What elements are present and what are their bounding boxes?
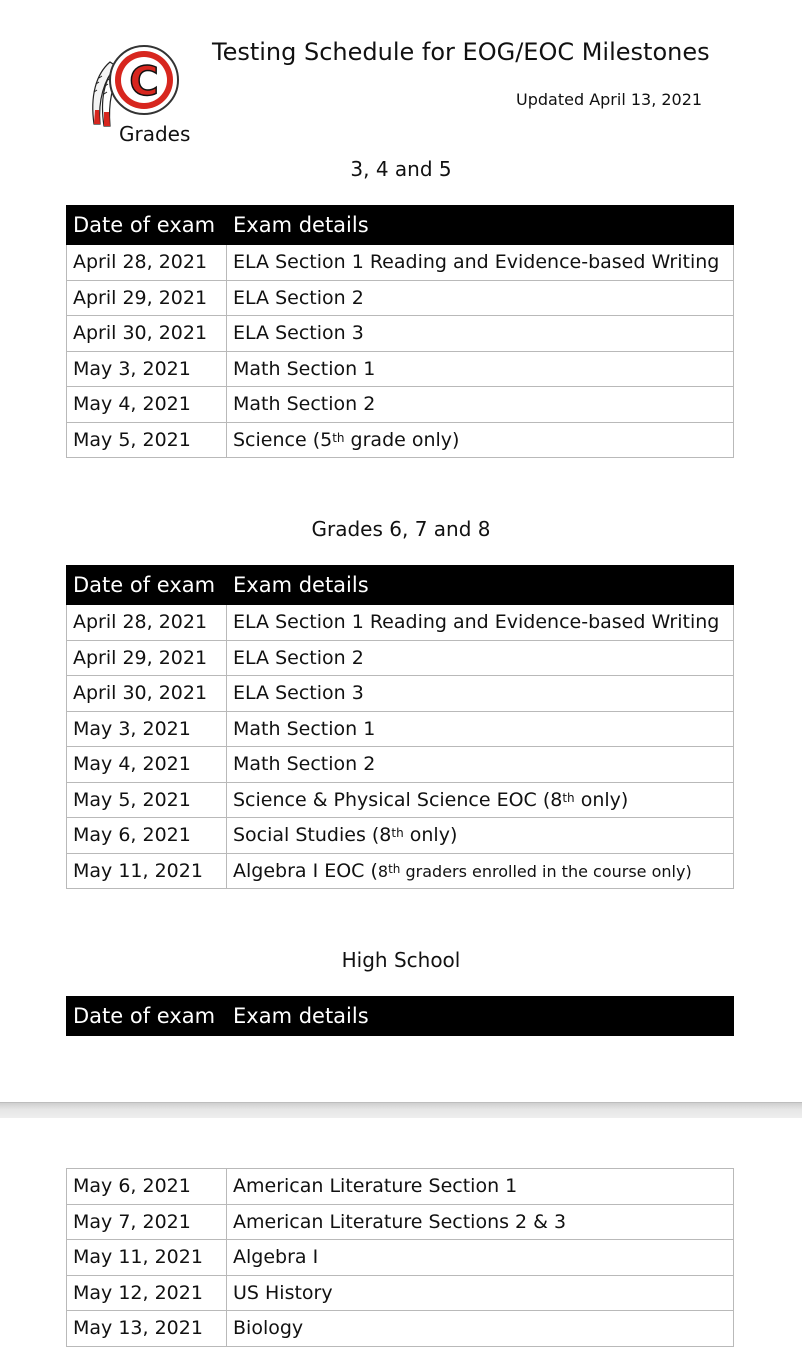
exam-date: May 11, 2021 [67, 1240, 227, 1276]
exam-details: American Literature Section 1 [227, 1169, 734, 1205]
exam-details [227, 853, 734, 889]
column-header-details: Exam details [227, 566, 734, 605]
section-heading-6-8: Grades 6, 7 and 8 [311, 517, 491, 541]
schedule-table-6-8 [66, 565, 734, 889]
exam-date: May 6, 2021 [67, 1169, 227, 1205]
page-title: Testing Schedule for EOG/EOC Milestones [212, 38, 710, 66]
table-row [67, 422, 734, 458]
table-row [67, 1169, 734, 1205]
school-logo-icon [86, 40, 182, 132]
page-break-divider [0, 1102, 802, 1119]
exam-details: Math Section 1 [227, 711, 734, 747]
updated-date: Updated April 13, 2021 [516, 90, 703, 109]
exam-date: April 29, 2021 [67, 640, 227, 676]
exam-details: American Literature Sections 2 & 3 [227, 1204, 734, 1240]
table-row [67, 605, 734, 641]
exam-date: May 12, 2021 [67, 1275, 227, 1311]
exam-date: May 4, 2021 [67, 747, 227, 783]
exam-date: May 6, 2021 [67, 818, 227, 854]
table-row [67, 818, 734, 854]
grades-label: Grades [119, 122, 191, 146]
table-row [67, 853, 734, 889]
table-row [67, 1275, 734, 1311]
table-row [67, 245, 734, 281]
ordinal-suffix: th [391, 826, 404, 841]
section-heading-3-5: 3, 4 and 5 [350, 157, 452, 181]
exam-date: May 3, 2021 [67, 351, 227, 387]
table-row [67, 1204, 734, 1240]
table-row [67, 676, 734, 712]
exam-date: April 29, 2021 [67, 280, 227, 316]
exam-details: Math Section 1 [227, 351, 734, 387]
details-text: Algebra I EOC ( [233, 859, 378, 882]
details-text: Science (5 [233, 428, 333, 451]
section-heading-high-school: High School [341, 948, 461, 972]
details-text: grade only) [344, 428, 460, 451]
ordinal-suffix: th [332, 430, 345, 445]
exam-details: US History [227, 1275, 734, 1311]
exam-details [227, 782, 734, 818]
exam-date: May 11, 2021 [67, 853, 227, 889]
exam-details: ELA Section 1 Reading and Evidence-based Writing [227, 605, 734, 641]
table-row [67, 1240, 734, 1276]
ordinal-suffix: th [388, 861, 401, 876]
ordinal-suffix: th [562, 790, 575, 805]
exam-date: April 28, 2021 [67, 245, 227, 281]
exam-details: ELA Section 1 Reading and Evidence-based Writing [227, 245, 734, 281]
exam-date: May 7, 2021 [67, 1204, 227, 1240]
exam-details: ELA Section 2 [227, 640, 734, 676]
exam-details: ELA Section 2 [227, 280, 734, 316]
column-header-date: Date of exam [67, 206, 227, 245]
exam-details [227, 818, 734, 854]
details-text-small: graders enrolled in the course only) [400, 861, 692, 881]
exam-details: Biology [227, 1311, 734, 1347]
column-header-details: Exam details [227, 206, 734, 245]
exam-date: April 28, 2021 [67, 605, 227, 641]
table-row [67, 782, 734, 818]
exam-details: ELA Section 3 [227, 316, 734, 352]
table-row [67, 1311, 734, 1347]
column-header-details: Exam details [227, 997, 734, 1036]
exam-details: ELA Section 3 [227, 676, 734, 712]
exam-date: May 13, 2021 [67, 1311, 227, 1347]
column-header-date: Date of exam [67, 997, 227, 1036]
table-row [67, 280, 734, 316]
exam-details [227, 422, 734, 458]
details-text: Social Studies (8 [233, 824, 392, 847]
exam-details: Math Section 2 [227, 747, 734, 783]
table-row [67, 316, 734, 352]
table-header-row [67, 206, 734, 245]
table-row [67, 351, 734, 387]
details-text-small: 8 [377, 861, 389, 881]
table-row [67, 387, 734, 423]
table-row [67, 711, 734, 747]
table-row [67, 747, 734, 783]
exam-date: May 3, 2021 [67, 711, 227, 747]
exam-date: May 5, 2021 [67, 782, 227, 818]
schedule-table-high-school [66, 1168, 734, 1347]
column-header-date: Date of exam [67, 566, 227, 605]
table-row [67, 640, 734, 676]
details-text: Science & Physical Science EOC (8 [233, 788, 563, 811]
table-header-row [67, 566, 734, 605]
table-header-row [67, 997, 734, 1036]
schedule-table-3-5 [66, 205, 734, 458]
exam-date: April 30, 2021 [67, 316, 227, 352]
exam-date: May 4, 2021 [67, 387, 227, 423]
schedule-table-high-school-header [66, 996, 734, 1036]
exam-details: Algebra I [227, 1240, 734, 1276]
logo-letter: C [129, 59, 159, 105]
exam-date: April 30, 2021 [67, 676, 227, 712]
details-text: only) [574, 788, 629, 811]
exam-details: Math Section 2 [227, 387, 734, 423]
exam-date: May 5, 2021 [67, 422, 227, 458]
document-page-2 [0, 1118, 802, 1370]
details-text: only) [403, 824, 458, 847]
